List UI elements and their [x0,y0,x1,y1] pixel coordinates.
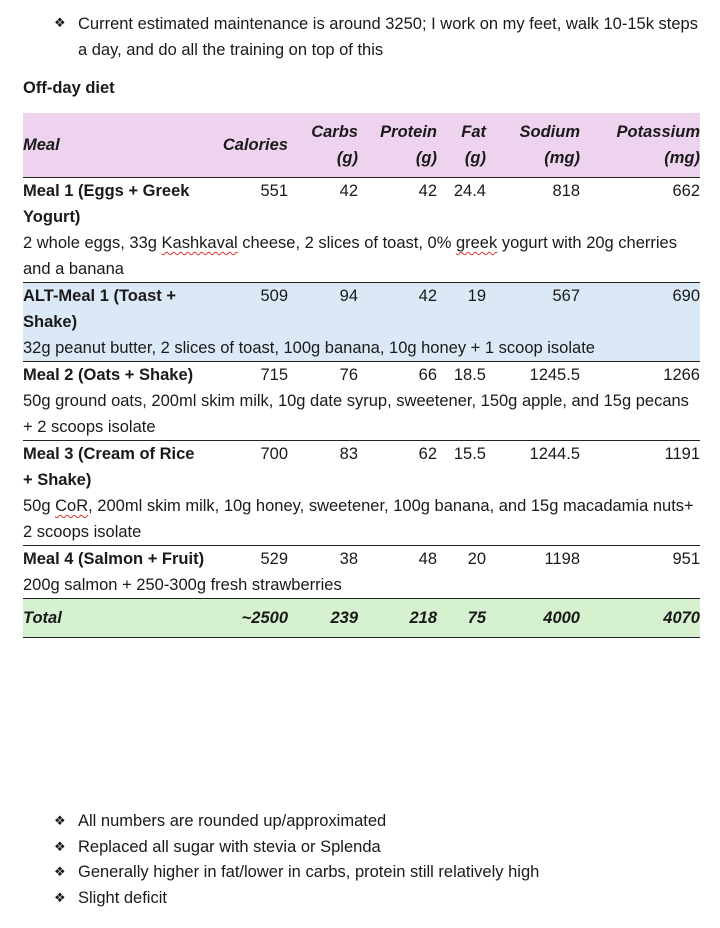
meal-name: Meal 2 (Oats + Shake) [23,362,205,389]
header-potassium: Potassium (mg) [580,113,700,178]
total-row [23,599,700,638]
meal-protein: 66 [358,362,437,389]
diet-table [23,113,700,638]
note-bullet [48,860,698,886]
meal-calories: 551 [205,178,288,231]
meal-row [23,283,700,336]
note-bullet-text: Slight deficit [78,888,167,907]
meal-description-row [23,335,700,362]
meal-carbs: 76 [288,362,358,389]
meal-description: 50g CoR, 200ml skim milk, 10g honey, sweetener, 100g banana, and 15g macadamia nuts+ 2 scoops isolate [23,497,694,541]
note-bullet [48,835,698,861]
meal-row [23,546,700,573]
header-fat: Fat (g) [437,113,486,178]
meal-sodium: 818 [486,178,580,231]
meal-description-row [23,493,700,546]
total-carbs: 239 [288,599,358,638]
meal-fat: 20 [437,546,486,573]
four-diamond-bullet-icon: ❖ [54,839,66,855]
meal-sodium: 567 [486,283,580,336]
header-calories: Calories [205,113,288,178]
intro-bullet-text: Current estimated maintenance is around 3250; I work on my feet, walk 10-15k steps a day, and do all the training on top of this [78,15,698,59]
four-diamond-bullet-icon: ❖ [54,16,66,31]
note-bullet-text: Generally higher in fat/lower in carbs, protein still relatively high [78,863,540,881]
header-meal: Meal [23,113,205,178]
meal-description-row [23,572,700,599]
total-fat: 75 [437,599,486,638]
meal-potassium: 662 [580,178,700,231]
table-header-row [23,113,700,178]
note-bullet [48,886,698,912]
meal-potassium: 690 [580,283,700,336]
meal-fat: 18.5 [437,362,486,389]
meal-description: 32g peanut butter, 2 slices of toast, 100g banana, 10g honey + 1 scoop isolate [23,335,700,362]
meal-protein: 42 [358,178,437,231]
meal-description: 2 whole eggs, 33g Kashkaval cheese, 2 slices of toast, 0% greek yogurt with 20g cherries and a banana [23,234,677,278]
meal-description: 50g ground oats, 200ml skim milk, 10g date syrup, sweetener, 150g apple, and 15g pecans + 2 scoops isolate [23,392,689,436]
four-diamond-bullet-icon: ❖ [54,814,66,829]
note-bullet-text: All numbers are rounded up/approximated [78,812,387,830]
meal-sodium: 1244.5 [486,441,580,494]
meal-row [23,362,700,389]
meal-carbs: 83 [288,441,358,494]
meal-protein: 42 [358,283,437,336]
meal-fat: 24.4 [437,178,486,231]
four-diamond-bullet-icon: ❖ [54,890,66,906]
meal-calories: 700 [205,441,288,494]
table-body [23,178,700,599]
section-heading: Off-day diet [23,79,115,97]
total-label: Total [23,599,205,638]
note-bullet [48,809,698,835]
meal-sodium: 1198 [486,546,580,573]
header-protein: Protein (g) [358,113,437,178]
header-carbs: Carbs (g) [288,113,358,178]
meal-fat: 19 [437,283,486,336]
meal-row [23,441,700,494]
total-sodium: 4000 [486,599,580,638]
meal-potassium: 1266 [580,362,700,389]
intro-bullet [48,11,698,63]
meal-row [23,178,700,231]
total-potassium: 4070 [580,599,700,638]
meal-name: Meal 3 (Cream of Rice + Shake) [23,441,205,494]
meal-carbs: 38 [288,546,358,573]
meal-potassium: 951 [580,546,700,573]
meal-calories: 509 [205,283,288,336]
meal-fat: 15.5 [437,441,486,494]
total-calories: ~2500 [205,599,288,638]
total-protein: 218 [358,599,437,638]
meal-carbs: 42 [288,178,358,231]
meal-description: 200g salmon + 250-300g fresh strawberries [23,576,342,594]
meal-calories: 715 [205,362,288,389]
meal-carbs: 94 [288,283,358,336]
meal-protein: 48 [358,546,437,573]
meal-description-row [23,388,700,441]
meal-sodium: 1245.5 [486,362,580,389]
header-sodium: Sodium (mg) [486,113,580,178]
four-diamond-bullet-icon: ❖ [54,865,66,880]
meal-name: Meal 1 (Eggs + Greek Yogurt) [23,178,205,231]
meal-potassium: 1191 [580,441,700,494]
intro-bullet-list [48,11,698,63]
meal-name: Meal 4 (Salmon + Fruit) [23,546,205,573]
notes-bullet-list [48,809,698,911]
meal-calories: 529 [205,546,288,573]
meal-description-row [23,230,700,283]
note-bullet-text: Replaced all sugar with stevia or Splenda [78,837,381,856]
meal-protein: 62 [358,441,437,494]
meal-name: ALT-Meal 1 (Toast + Shake) [23,283,205,336]
